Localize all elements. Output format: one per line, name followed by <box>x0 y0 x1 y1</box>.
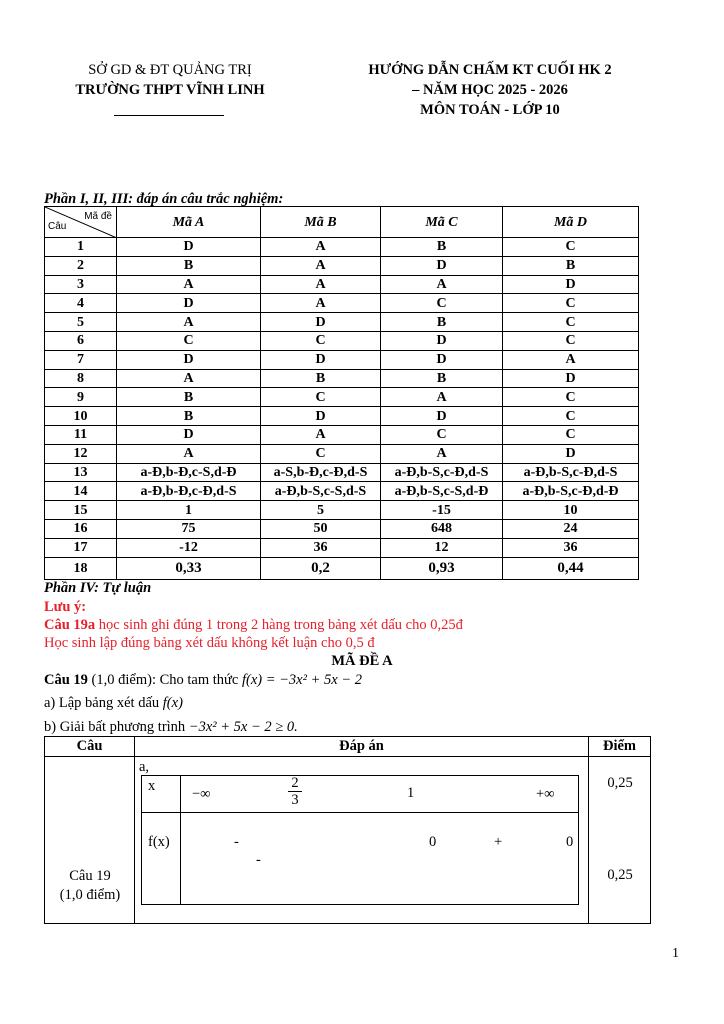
item-label: a, <box>139 759 150 775</box>
x-row-label: x <box>148 778 156 794</box>
part-b-statement <box>44 718 298 736</box>
x-value-pos-inf: +∞ <box>536 786 555 802</box>
answer-cell: 648 <box>381 519 503 538</box>
question-number: 5 <box>45 313 117 332</box>
code-header: Mã D <box>503 207 639 238</box>
answer-cell: a-S,b-Đ,c-Đ,d-S <box>261 463 381 482</box>
answer-cell: C <box>503 425 639 444</box>
header-underline <box>114 115 224 116</box>
answer-cell: a-Đ,b-S,c-Đ,d-S <box>503 463 639 482</box>
answer-cell: D <box>503 275 639 294</box>
table-row <box>45 425 639 444</box>
answer-cell: B <box>261 369 381 388</box>
answer-cell: 0,2 <box>261 557 381 579</box>
question-number: 8 <box>45 369 117 388</box>
answer-cell: C <box>503 388 639 407</box>
corner-label-question: Câu <box>48 221 67 232</box>
table-row <box>45 444 639 463</box>
answer-cell: a-Đ,b-S,c-S,d-Đ <box>381 482 503 501</box>
answer-cell: 36 <box>261 538 381 557</box>
answer-cell: a-Đ,b-S,c-S,d-S <box>261 482 381 501</box>
table-row <box>45 501 639 520</box>
grading-answer-cell <box>135 757 589 924</box>
answer-cell: A <box>381 388 503 407</box>
code-header: Mã B <box>261 207 381 238</box>
answer-cell: B <box>117 388 261 407</box>
question-number: 13 <box>45 463 117 482</box>
question-number: 6 <box>45 331 117 350</box>
answer-cell: C <box>503 331 639 350</box>
answer-cell: A <box>261 238 381 257</box>
answer-cell: 0,44 <box>503 557 639 579</box>
grading-header-score: Điểm <box>589 737 651 757</box>
answer-cell: 36 <box>503 538 639 557</box>
table-row <box>45 350 639 369</box>
answer-cell: D <box>261 350 381 369</box>
answer-cell: C <box>503 238 639 257</box>
question-number: 2 <box>45 256 117 275</box>
question-label: Câu 19 <box>44 672 88 688</box>
answer-cell: D <box>503 369 639 388</box>
note-line-2: Học sinh lập đúng bảng xét dấu không kết luận cho 0,5 đ <box>44 635 375 651</box>
part-b-text: b) Giải bất phương trình <box>44 719 189 735</box>
answer-cell: B <box>381 313 503 332</box>
page-number: 1 <box>672 946 679 961</box>
answer-cell: A <box>261 275 381 294</box>
fraction-denominator: 3 <box>288 791 302 808</box>
note-label: Lưu ý: <box>44 599 87 615</box>
table-row <box>45 463 639 482</box>
answer-cell: A <box>381 444 503 463</box>
question-number: 1 <box>45 238 117 257</box>
question-number: 4 <box>45 294 117 313</box>
score-value: 0,25 <box>607 775 633 791</box>
table-corner-cell <box>45 207 117 238</box>
table-row <box>45 275 639 294</box>
answer-cell: a-Đ,b-S,c-Đ,d-S <box>381 463 503 482</box>
answer-cell: D <box>503 444 639 463</box>
question-number: 12 <box>45 444 117 463</box>
answer-cell: A <box>261 425 381 444</box>
part-mc-title: Phần I, II, III: đáp án câu trắc nghiệm: <box>44 191 284 207</box>
sign-table-col-divider <box>180 776 181 904</box>
x-value-fraction <box>288 775 302 808</box>
answer-cell: D <box>261 313 381 332</box>
question-number: 17 <box>45 538 117 557</box>
sign-table <box>141 775 579 905</box>
answer-cell: D <box>381 407 503 426</box>
answer-cell: D <box>117 425 261 444</box>
answer-cell: B <box>117 407 261 426</box>
answer-cell: D <box>117 294 261 313</box>
question-number: 3 <box>45 275 117 294</box>
answer-cell: C <box>261 444 381 463</box>
answer-cell: 5 <box>261 501 381 520</box>
grading-question-label: Câu 19 <box>69 868 111 884</box>
part-a-text: a) Lập bảng xét dấu <box>44 695 163 711</box>
part-b-formula: −3x² + 5x − 2 ≥ 0. <box>188 719 298 735</box>
answer-table <box>44 206 639 580</box>
code-header: Mã A <box>117 207 261 238</box>
department-name: SỞ GD & ĐT QUẢNG TRỊ <box>88 62 252 78</box>
sign-table-row-divider <box>142 812 578 813</box>
answer-cell: a-Đ,b-Đ,c-S,d-Đ <box>117 463 261 482</box>
answer-cell: D <box>117 350 261 369</box>
fx-sign: + <box>494 834 503 850</box>
fx-sign: - <box>256 852 261 868</box>
answer-cell: A <box>261 256 381 275</box>
fx-row-label: f(x) <box>148 834 170 850</box>
table-row <box>45 369 639 388</box>
question-number: 15 <box>45 501 117 520</box>
grading-header-answer: Đáp án <box>135 737 589 757</box>
answer-cell: B <box>381 238 503 257</box>
fx-sign: - <box>234 834 239 850</box>
answer-cell: D <box>381 331 503 350</box>
score-value: 0,25 <box>607 867 633 883</box>
doc-title-line2: – NĂM HỌC 2025 - 2026 <box>412 82 568 98</box>
answer-cell: A <box>117 369 261 388</box>
part-a-fx: f(x) <box>162 695 183 711</box>
question-number: 16 <box>45 519 117 538</box>
grading-score-cell <box>589 757 651 924</box>
answer-cell: C <box>381 294 503 313</box>
note-line-1 <box>44 616 463 634</box>
answer-cell: 12 <box>381 538 503 557</box>
fx-sign: 0 <box>429 834 437 850</box>
answer-cell: D <box>117 238 261 257</box>
answer-cell: C <box>261 388 381 407</box>
table-row <box>45 313 639 332</box>
answer-cell: 24 <box>503 519 639 538</box>
answer-cell: D <box>381 350 503 369</box>
answer-cell: a-Đ,b-Đ,c-Đ,d-S <box>117 482 261 501</box>
answer-cell: A <box>117 313 261 332</box>
answer-cell: 50 <box>261 519 381 538</box>
table-row <box>45 294 639 313</box>
question-points: (1,0 điểm): Cho tam thức <box>87 672 242 688</box>
question-number: 10 <box>45 407 117 426</box>
school-name: TRƯỜNG THPT VĨNH LINH <box>75 82 265 98</box>
answer-cell: C <box>381 425 503 444</box>
quadratic-formula: f(x) = −3x² + 5x − 2 <box>241 672 362 688</box>
answer-cell: 0,93 <box>381 557 503 579</box>
question-number: 14 <box>45 482 117 501</box>
x-value-neg-inf: −∞ <box>192 786 211 802</box>
answer-cell: C <box>503 313 639 332</box>
answer-cell: 75 <box>117 519 261 538</box>
grading-header-question: Câu <box>45 737 135 757</box>
table-row <box>45 238 639 257</box>
fx-sign: 0 <box>566 834 574 850</box>
table-row <box>45 388 639 407</box>
doc-title-line1: HƯỚNG DẪN CHẤM KT CUỐI HK 2 <box>368 62 612 78</box>
answer-cell: -15 <box>381 501 503 520</box>
answer-cell: A <box>261 294 381 313</box>
answer-cell: C <box>503 294 639 313</box>
answer-cell: 0,33 <box>117 557 261 579</box>
corner-label-code: Mã đề <box>84 211 112 222</box>
answer-cell: 10 <box>503 501 639 520</box>
fraction-numerator: 2 <box>291 775 299 791</box>
answer-cell: -12 <box>117 538 261 557</box>
answer-cell: a-Đ,b-S,c-Đ,d-Đ <box>503 482 639 501</box>
answer-cell: A <box>381 275 503 294</box>
table-row <box>45 482 639 501</box>
answer-cell: A <box>503 350 639 369</box>
table-row <box>45 407 639 426</box>
grading-question-cell <box>45 757 135 924</box>
code-heading: MÃ ĐỀ A <box>331 653 393 669</box>
x-value-one: 1 <box>407 785 415 801</box>
question-number: 11 <box>45 425 117 444</box>
question-number: 7 <box>45 350 117 369</box>
answer-cell: 1 <box>117 501 261 520</box>
answer-cell: B <box>117 256 261 275</box>
grading-table <box>44 736 651 924</box>
part-a-statement <box>44 694 183 712</box>
code-header: Mã C <box>381 207 503 238</box>
answer-cell: C <box>117 331 261 350</box>
note1-text: học sinh ghi đúng 1 trong 2 hàng trong bảng xét dấu cho 0,25đ <box>95 617 463 633</box>
grading-question-points: (1,0 điểm) <box>59 887 121 903</box>
question-number: 18 <box>45 557 117 579</box>
answer-cell: C <box>261 331 381 350</box>
doc-title-line3: MÔN TOÁN - LỚP 10 <box>420 102 560 118</box>
part4-title: Phần IV: Tự luận <box>44 580 152 596</box>
answer-cell: B <box>503 256 639 275</box>
table-row <box>45 256 639 275</box>
answer-cell: D <box>381 256 503 275</box>
table-row <box>45 557 639 579</box>
answer-cell: A <box>117 444 261 463</box>
answer-cell: A <box>117 275 261 294</box>
question-number: 9 <box>45 388 117 407</box>
table-row <box>45 331 639 350</box>
answer-cell: B <box>381 369 503 388</box>
table-row <box>45 538 639 557</box>
answer-cell: D <box>261 407 381 426</box>
question-19-statement <box>44 671 362 689</box>
note1-bold: Câu 19a <box>44 617 96 633</box>
table-row <box>45 519 639 538</box>
answer-cell: C <box>503 407 639 426</box>
